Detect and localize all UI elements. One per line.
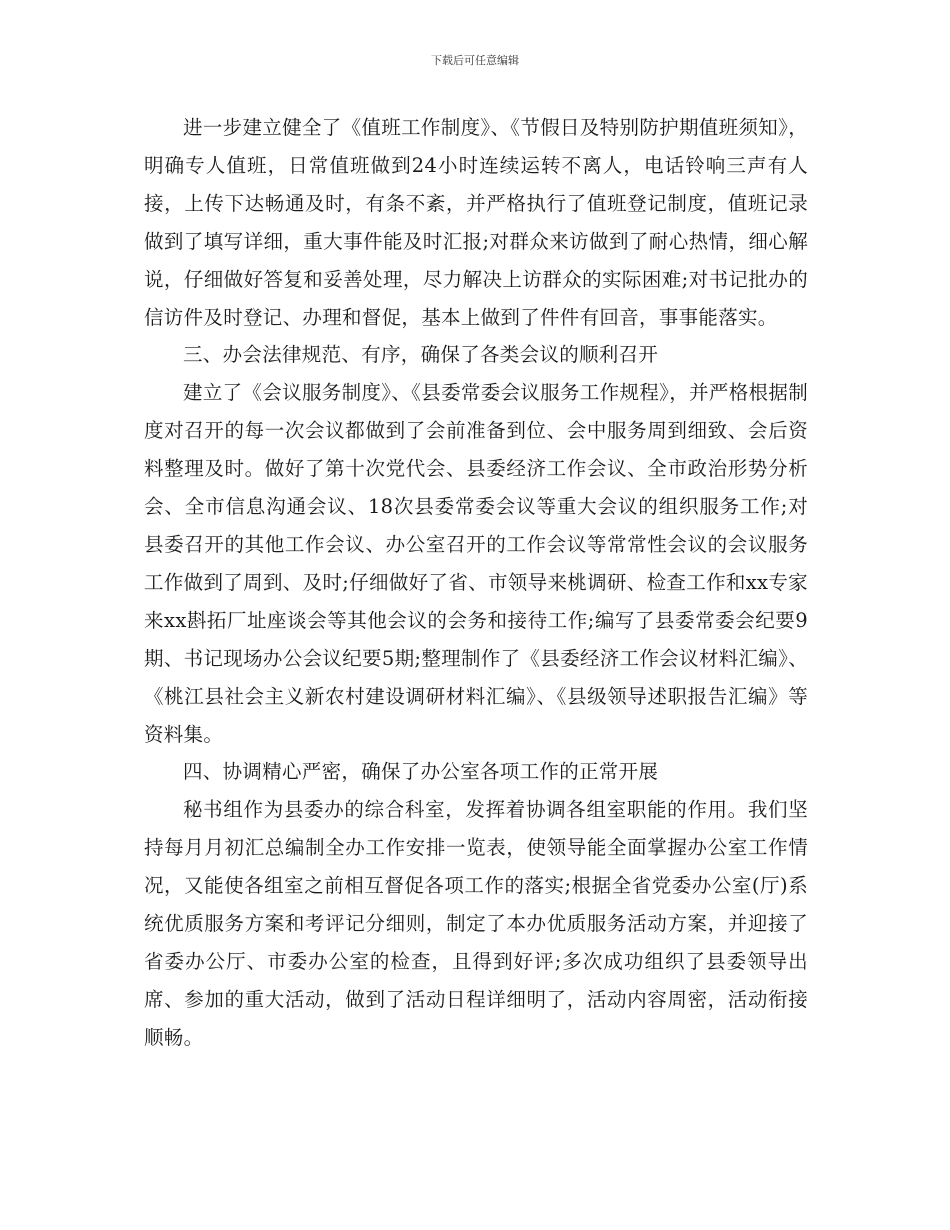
paragraph-meeting-service: 建立了《会议服务制度》、《县委常委会议服务工作规程》，并严格根据制度对召开的每一次会议都做到了会前准备到位、会中服务周到细致、会后资料整理及时。做好了第十次党代会、县委经济工作会议、全市政治形势分析会、全市信息沟通会议、18次县委常委会议等重大会议的组织服务工作;对县委召开的其他工作会议、办公室召开的工作会议等常常性会议的会议服务工作做到了周到、及时;仔细做好了省、市领导来桃调研、检查工作和xx专家来xx斟拓厂址座谈会等其他会议的会务和接待工作;编写了县委常委会纪要9期、书记现场办公会议纪要5期;整理制作了《县委经济工作会议材料汇编》、《桃江县社会主义新农村建设调研材料汇编》、《县级领导述职报告汇编》等资料集。 [144,381,808,746]
section-heading-meetings: 三、办会法律规范、有序，确保了各类会议的顺利召开 [183,343,659,367]
section-heading-coordination: 四、协调精心严密，确保了办公室各项工作的正常开展 [183,760,659,784]
paragraph-duty-system: 进一步建立健全了《值班工作制度》、《节假日及特别防护期值班须知》，明确专人值班，日常值班做到24小时连续运转不离人，电话铃响三声有人接，上传下达畅通及时，有条不紊，并严格执行了值班登记制度，值班记录做到了填写详细，重大事件能及时汇报;对群众来访做到了耐心热情，细心解说，仔细做好答复和妥善处理，尽力解决上访群众的实际困难;对书记批办的信访件及时登记、办理和督促，基本上做到了件件有回音，事事能落实。 [144,116,808,329]
paragraph-secretariat: 秘书组作为县委办的综合科室，发挥着协调各组室职能的作用。我们坚持每月月初汇总编制全办工作安排一览表，使领导能全面掌握办公室工作情况，又能使各组室之前相互督促各项工作的落实;根据全省党委办公室(厅)系统优质服务方案和考评记分细则，制定了本办优质服务活动方案，并迎接了省委办公厅、市委办公室的检查，且得到好评;多次成功组织了县委领导出席、参加的重大活动，做到了活动日程详细明了，活动内容周密，活动衔接顺畅。 [144,798,808,1049]
page-header-note: 下载后可任意编辑 [431,54,519,67]
document-body [144,109,808,1057]
